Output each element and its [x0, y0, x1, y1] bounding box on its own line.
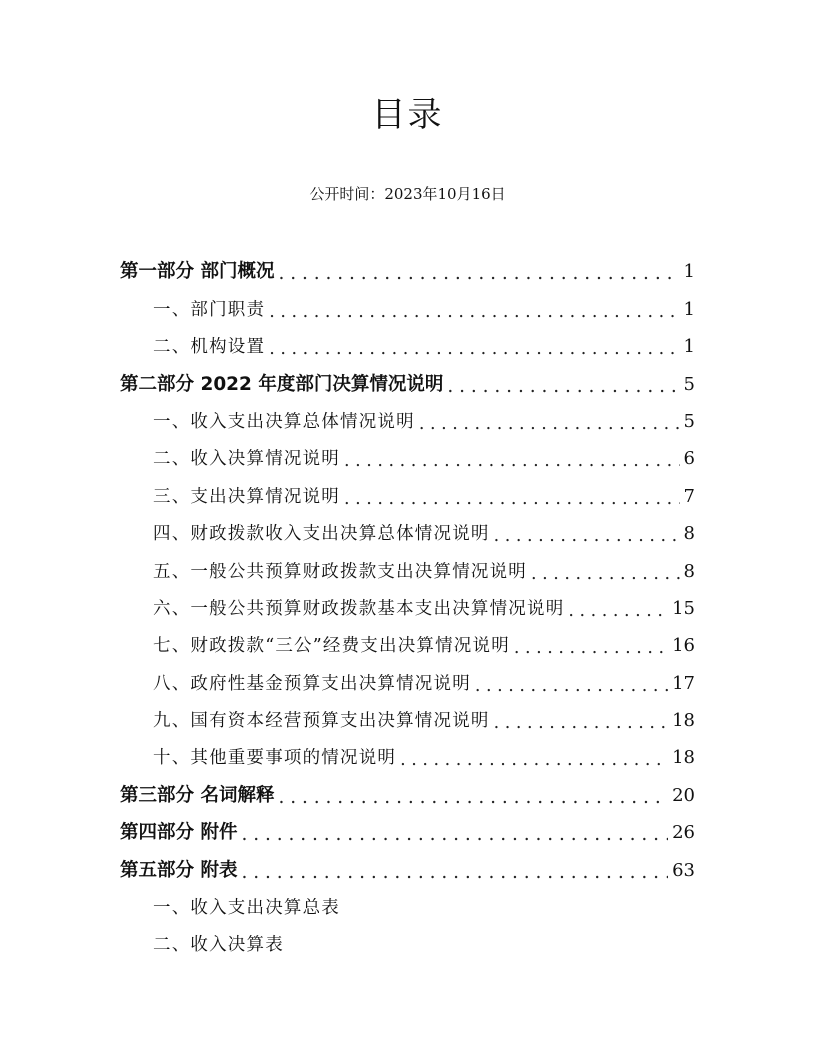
toc-entry[interactable]: [120, 624, 695, 661]
toc-leader-dots: [514, 638, 668, 658]
publication-date: 公开时间：2023年10月16日: [309, 185, 506, 203]
toc-entry[interactable]: [120, 437, 695, 474]
toc-entry[interactable]: [120, 587, 695, 624]
toc-entry[interactable]: [120, 886, 695, 923]
toc-entry[interactable]: [120, 250, 695, 287]
toc-entry[interactable]: [120, 848, 695, 885]
page-title: 目录: [371, 95, 444, 135]
toc-entry-label: 一、部门职责: [153, 299, 266, 320]
toc-entry-label: 三、支出决算情况说明: [153, 486, 340, 507]
toc-entry[interactable]: [120, 661, 695, 698]
toc-leader-dots: [531, 564, 680, 584]
toc-page-number: 6: [683, 448, 695, 470]
toc-entry-label: 二、收入决算情况说明: [153, 449, 340, 470]
toc-leader-dots: [344, 451, 680, 471]
toc-entry[interactable]: [120, 549, 695, 586]
toc-page-number: 8: [683, 560, 695, 582]
toc-page-number: 26: [672, 822, 695, 844]
toc-page-number: 1: [683, 298, 695, 320]
table-of-contents: [120, 250, 695, 960]
toc-page-number: 8: [683, 523, 695, 545]
toc-entry-label: 第二部分 2022 年度部门决算情况说明: [120, 373, 444, 395]
toc-leader-dots: [241, 825, 668, 845]
toc-entry-label: 二、机构设置: [153, 337, 266, 358]
toc-page-number: 18: [672, 710, 695, 732]
toc-entry-label: 六、一般公共预算财政拨款基本支出决算情况说明: [153, 598, 565, 619]
toc-entry-label: 五、一般公共预算财政拨款支出决算情况说明: [153, 561, 527, 582]
toc-entry-label: 二、收入决算表: [153, 935, 284, 956]
toc-leader-dots: [269, 302, 679, 322]
toc-entry-label: 七、财政拨款“三公”经费支出决算情况说明: [153, 636, 510, 657]
toc-leader-dots: [269, 339, 679, 359]
toc-entry[interactable]: [120, 811, 695, 848]
toc-page-number: 5: [683, 410, 695, 432]
toc-leader-dots: [278, 788, 668, 808]
toc-entry[interactable]: [120, 773, 695, 810]
toc-entry-label: 八、政府性基金预算支出决算情况说明: [153, 673, 471, 694]
toc-entry[interactable]: [120, 400, 695, 437]
toc-entry[interactable]: [120, 736, 695, 773]
toc-page-number: 15: [672, 597, 695, 619]
toc-entry-label: 第五部分 附表: [120, 859, 238, 881]
toc-leader-dots: [400, 750, 668, 770]
toc-entry[interactable]: [120, 325, 695, 362]
toc-leader-dots: [447, 377, 679, 397]
toc-entry-label: 一、收入支出决算总体情况说明: [153, 411, 415, 432]
toc-leader-dots: [278, 264, 679, 284]
toc-entry-label: 一、收入支出决算总表: [153, 898, 340, 919]
toc-page-number: 5: [683, 373, 695, 395]
toc-entry-label: 九、国有资本经营预算支出决算情况说明: [153, 711, 490, 732]
toc-entry-label: 四、财政拨款收入支出决算总体情况说明: [153, 524, 490, 545]
toc-page-number: 63: [672, 859, 695, 881]
toc-page-number: 16: [672, 635, 695, 657]
toc-entry-label: 第一部分 部门概况: [120, 261, 275, 283]
toc-leader-dots: [241, 863, 668, 883]
toc-leader-dots: [344, 489, 680, 509]
toc-page-number: 18: [672, 747, 695, 769]
toc-leader-dots: [475, 676, 668, 696]
toc-entry[interactable]: [120, 512, 695, 549]
toc-entry-label: 第三部分 名词解释: [120, 784, 275, 806]
toc-leader-dots: [568, 601, 668, 621]
toc-leader-dots: [494, 713, 668, 733]
toc-entry[interactable]: [120, 362, 695, 399]
toc-leader-dots: [494, 526, 680, 546]
toc-page-number: 17: [672, 672, 695, 694]
toc-entry[interactable]: [120, 923, 695, 960]
toc-entry-label: 十、其他重要事项的情况说明: [153, 748, 397, 769]
toc-leader-dots: [419, 414, 680, 434]
toc-entry-label: 第四部分 附件: [120, 822, 238, 844]
toc-entry[interactable]: [120, 474, 695, 511]
toc-page-number: 7: [683, 485, 695, 507]
toc-page-number: 1: [683, 336, 695, 358]
toc-page-number: 1: [683, 261, 695, 283]
toc-entry[interactable]: [120, 287, 695, 324]
toc-page-number: 20: [672, 784, 695, 806]
toc-entry[interactable]: [120, 699, 695, 736]
